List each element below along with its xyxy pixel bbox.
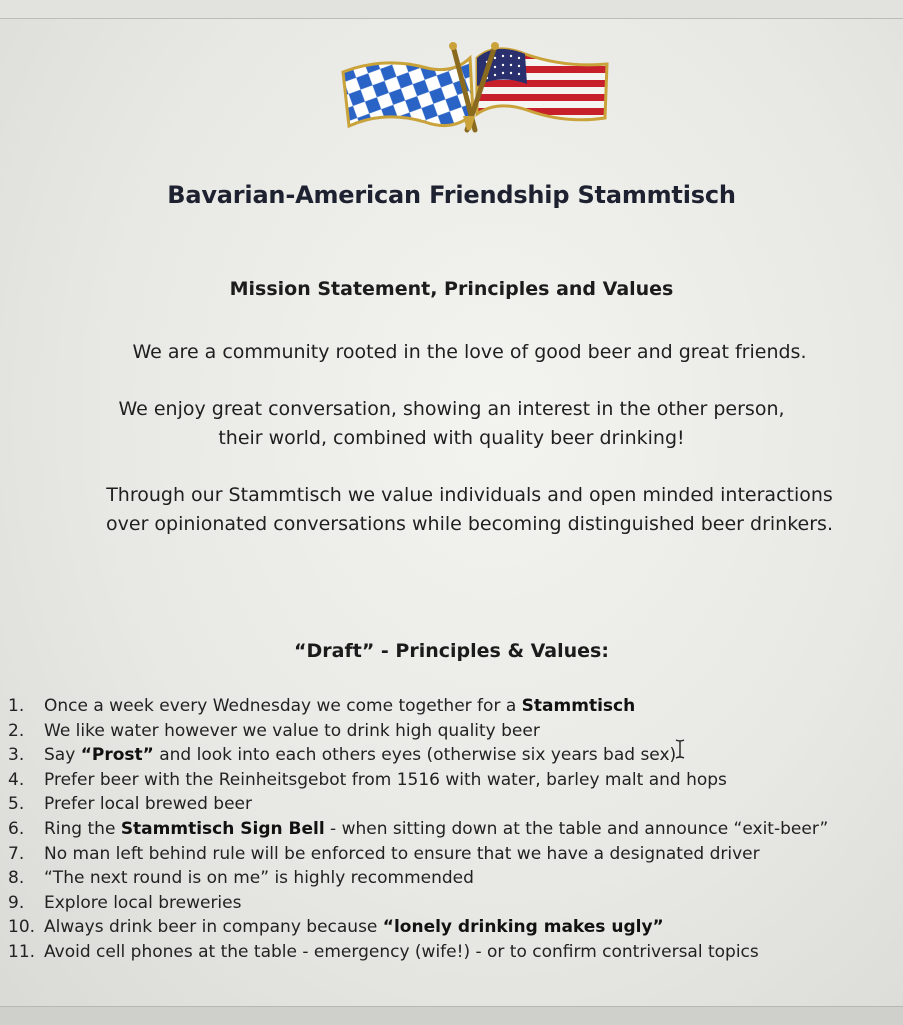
principle-text-part: Ring the (44, 818, 121, 839)
principle-number: 4. (8, 769, 25, 790)
principle-number: 11. (8, 941, 36, 962)
paragraph-line: over opinionated conversations while becoming distinguished beer drinkers. (106, 513, 833, 535)
principle-number: 1. (8, 696, 25, 716)
principle-number: 7. (8, 843, 25, 864)
principle-text (44, 792, 252, 816)
principle-emphasis: “Prost” (80, 745, 154, 766)
mission-paragraph-2 (0, 395, 903, 453)
mission-subtitle: Mission Statement, Principles and Values (229, 278, 674, 300)
principle-number: 6. (8, 818, 25, 839)
principle-text-part: Say (44, 745, 81, 766)
principle-text (44, 891, 241, 915)
principle-text-part: Prefer beer with the Reinheitsgebot from 1516 with water, barley malt and hops (44, 769, 727, 790)
principle-text (44, 817, 828, 841)
document-title: Bavarian-American Friendship Stammtisch (167, 181, 736, 209)
mission-paragraph-1 (18, 338, 903, 367)
draft-heading: “Draft” - Principles & Values: (294, 640, 609, 662)
text-cursor-icon (674, 738, 686, 760)
principle-number: 10. (8, 917, 36, 938)
principle-text-part: and look into each others eyes (otherwise six years bad sex) (153, 745, 677, 766)
principle-text (44, 768, 727, 792)
principle-text (44, 842, 760, 866)
principle-text-part: Always drink beer in company because (44, 917, 383, 938)
bottom-edge (0, 1006, 903, 1025)
principle-number: 2. (8, 720, 25, 741)
principle-text-part: “The next round is on me” is highly recommended (44, 868, 474, 889)
principle-text (44, 719, 540, 743)
principle-text-part: Avoid cell phones at the table - emergency (wife!) - or to confirm contriversal topics (44, 941, 759, 962)
principle-number: 9. (8, 892, 25, 913)
principle-text-part: Prefer local brewed beer (44, 794, 253, 815)
principle-text-part: Explore local breweries (44, 892, 242, 913)
principle-emphasis: Stammtisch Sign Bell (120, 818, 325, 839)
principle-text (44, 743, 676, 767)
paragraph-line: We are a community rooted in the love of good beer and great friends. (132, 341, 807, 363)
principle-number: 8. (8, 868, 25, 889)
principle-number: 5. (8, 794, 25, 815)
principle-text-part: We like water however we value to drink high quality beer (44, 720, 540, 741)
principle-text (44, 694, 635, 718)
principle-emphasis: “lonely drinking makes ugly” (382, 917, 664, 938)
principle-emphasis: Stammtisch (521, 696, 636, 716)
crossed-flags-pin-icon (335, 38, 615, 138)
paragraph-line: We enjoy great conversation, showing an interest in the other person, (118, 398, 785, 420)
principle-text-part: Once a week every Wednesday we come together for a (44, 696, 522, 716)
principle-text (44, 940, 759, 964)
principle-text-part: - when sitting down at the table and announce “exit-beer” (324, 818, 829, 839)
paragraph-line: their world, combined with quality beer drinking! (218, 427, 685, 449)
principle-number: 3. (8, 745, 25, 766)
principle-text-part: No man left behind rule will be enforced to ensure that we have a designated driver (44, 843, 760, 864)
principle-text (44, 915, 664, 939)
principle-text (44, 866, 474, 890)
paragraph-line: Through our Stammtisch we value individuals and open minded interactions (106, 484, 833, 506)
mission-paragraph-3 (18, 481, 903, 539)
top-edge (0, 0, 903, 19)
